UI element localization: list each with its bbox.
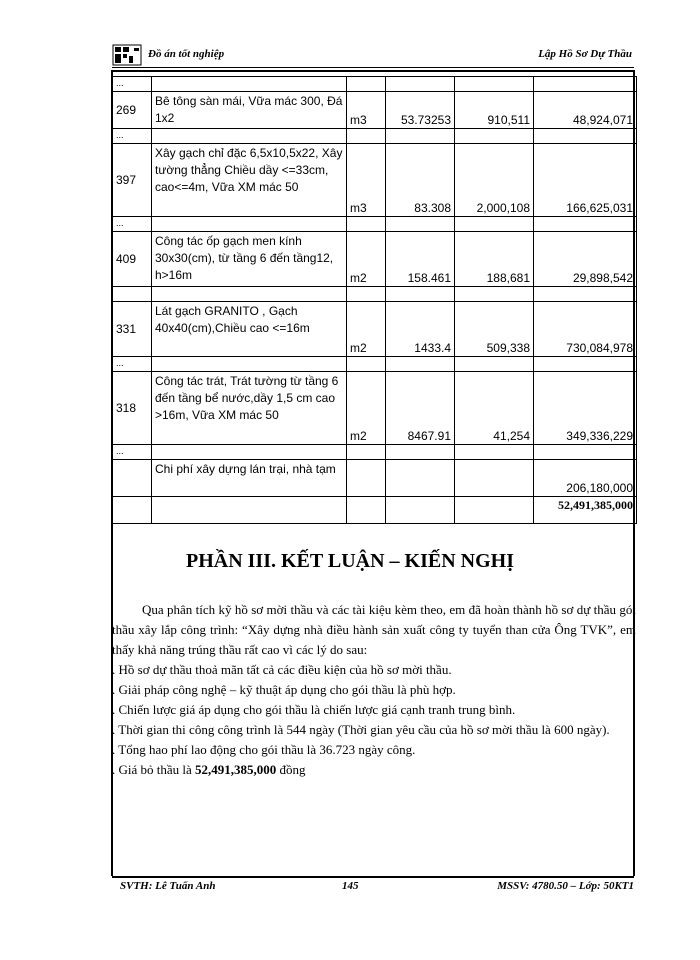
item-amount [534,129,637,144]
item-number: 397 [113,144,152,217]
table-row [113,372,637,445]
item-unit-price: 910,511 [455,92,534,129]
list-item-text: Tổng hao phí lao động cho gói thầu là 36.723 ngày công. [118,742,416,757]
list-item [112,740,636,760]
item-quantity: 83.308 [386,144,455,217]
item-number: 269 [113,92,152,129]
item-unit [347,460,386,497]
item-amount: 349,336,229 [534,372,637,445]
item-unit-price [455,129,534,144]
table-gap-row [113,77,637,92]
item-quantity: 8467.91 [386,372,455,445]
item-amount: 166,625,031 [534,144,637,217]
list-item-text: Chiến lược giá áp dụng cho gói thầu là chiến lược giá cạnh tranh trung bình. [118,702,516,717]
item-quantity [386,129,455,144]
item-amount [534,77,637,92]
reasons-list [112,660,636,760]
university-logo-icon [112,44,142,66]
table-row [113,92,637,129]
list-dash: . [112,742,119,757]
item-unit [347,287,386,302]
table-row [113,302,637,357]
bid-price-prefix: Giá bỏ thầu là [118,762,192,777]
item-amount [534,445,637,460]
footer-page-number: 145 [342,880,359,892]
item-unit: m2 [347,302,386,357]
table-gap-row [113,357,637,372]
total-row-cell [386,497,455,524]
item-description: Lát gạch GRANITO , Gạch 40x40(cm),Chiều cao <=16m [152,302,347,357]
header-thesis-label: Đồ án tốt nghiệp [148,48,225,60]
item-description: Công tác ốp gạch men kính 30x30(cm), từ tầng 6 đến tầng12, h>16m [152,232,347,287]
page-footer [112,878,634,898]
item-unit-price [455,357,534,372]
item-quantity [386,77,455,92]
list-dash: . [112,662,119,677]
item-description [152,445,347,460]
item-unit-price: 509,338 [455,302,534,357]
item-description [152,357,347,372]
item-quantity [386,217,455,232]
list-dash: . [112,682,119,697]
total-row-cell [113,497,152,524]
item-unit-price [455,460,534,497]
bid-price-line [112,760,636,780]
item-number: 318 [113,372,152,445]
item-amount [534,357,637,372]
item-unit [347,217,386,232]
item-amount: 29,898,542 [534,232,637,287]
item-number: 331 [113,302,152,357]
item-description: Xây gạch chỉ đặc 6,5x10,5x22, Xây tường thẳng Chiều dầy <=33cm, cao<=4m, Vữa XM mác 50 [152,144,347,217]
item-unit: m2 [347,232,386,287]
bid-price-value: 52,491,385,000 [195,762,277,777]
item-description: Chi phí xây dựng lán trại, nhà tạm [152,460,347,497]
item-number: ... [113,445,152,460]
list-item [112,680,636,700]
total-row-cell [152,497,347,524]
item-number: ... [113,129,152,144]
item-quantity [386,287,455,302]
item-quantity: 1433.4 [386,302,455,357]
item-description [152,287,347,302]
item-unit-price: 2,000,108 [455,144,534,217]
item-unit: m2 [347,372,386,445]
conclusion-body [112,600,636,780]
header-topic-label: Lập Hồ Sơ Dự Thầu [538,48,632,60]
list-dash: . [112,762,116,777]
table-total-row [113,497,637,524]
item-unit: m3 [347,92,386,129]
item-number [113,287,152,302]
list-item [112,700,636,720]
item-description: Bê tông sàn mái, Vữa mác 300, Đá 1x2 [152,92,347,129]
item-description: Công tác trát, Trát tường từ tầng 6 đến tầng bể nước,dầy 1,5 cm cao >16m, Vữa XM mác 50 [152,372,347,445]
item-unit-price [455,77,534,92]
item-number: ... [113,217,152,232]
item-description [152,77,347,92]
item-quantity: 158.461 [386,232,455,287]
bid-price-suffix: đồng [279,762,306,777]
item-number: 409 [113,232,152,287]
list-item-text: Giải pháp công nghệ – kỹ thuật áp dụng cho gói thầu là phù hợp. [118,682,456,697]
item-unit [347,77,386,92]
table-row [113,460,637,497]
page-header [112,44,632,66]
header-rule-thick [112,70,634,72]
table-row [113,144,637,217]
total-row-cell [455,497,534,524]
table-gap-row [113,217,637,232]
item-amount: 206,180,000 [534,460,637,497]
item-unit-price: 188,681 [455,232,534,287]
item-amount [534,287,637,302]
item-unit [347,129,386,144]
item-description [152,217,347,232]
item-unit-price [455,217,534,232]
total-row-cell [347,497,386,524]
list-item-text: Hồ sơ dự thầu thoả mãn tất cả các điều kiện của hồ sơ mời thầu. [118,662,452,677]
item-quantity [386,445,455,460]
grand-total: 52,491,385,000 [534,497,637,524]
item-unit-price: 41,254 [455,372,534,445]
table-row [113,232,637,287]
item-unit-price [455,287,534,302]
item-quantity: 53.73253 [386,92,455,129]
item-quantity [386,460,455,497]
item-unit: m3 [347,144,386,217]
item-amount [534,217,637,232]
list-item [112,720,636,740]
list-dash: . [112,722,119,737]
item-amount: 730,084,978 [534,302,637,357]
intro-paragraph: Qua phân tích kỹ hồ sơ mời thầu và các tài kiệu kèm theo, em đã hoàn thành hồ sơ dự thầu gói thầu xây lắp công trình: “Xây dựng nhà điều hành sản xuất công ty tuyển than cửa Ông TVK”, em thấy khả năng trúng thầu rất cao vì các lý do sau: [112,602,636,657]
list-item [112,660,636,680]
table-gap-row [113,445,637,460]
item-quantity [386,357,455,372]
item-number: ... [113,77,152,92]
list-item-text: Thời gian thi công công trình là 544 ngày (Thời gian yêu cầu của hồ sơ mời thầu là 600 ngày). [118,722,610,737]
footer-student: SVTH: Lê Tuấn Anh [120,880,216,892]
header-rule [112,67,634,68]
item-number: ... [113,357,152,372]
table-gap-row [113,129,637,144]
item-unit [347,357,386,372]
section-title: PHẦN III. KẾT LUẬN – KIẾN NGHỊ [185,550,515,572]
item-unit [347,445,386,460]
item-number [113,460,152,497]
table-gap-row [113,287,637,302]
item-description [152,129,347,144]
item-unit-price [455,445,534,460]
cost-estimate-table [112,76,637,524]
item-amount: 48,924,071 [534,92,637,129]
footer-student-id: MSSV: 4780.50 – Lớp: 50KT1 [497,880,634,892]
list-dash: . [112,702,119,717]
